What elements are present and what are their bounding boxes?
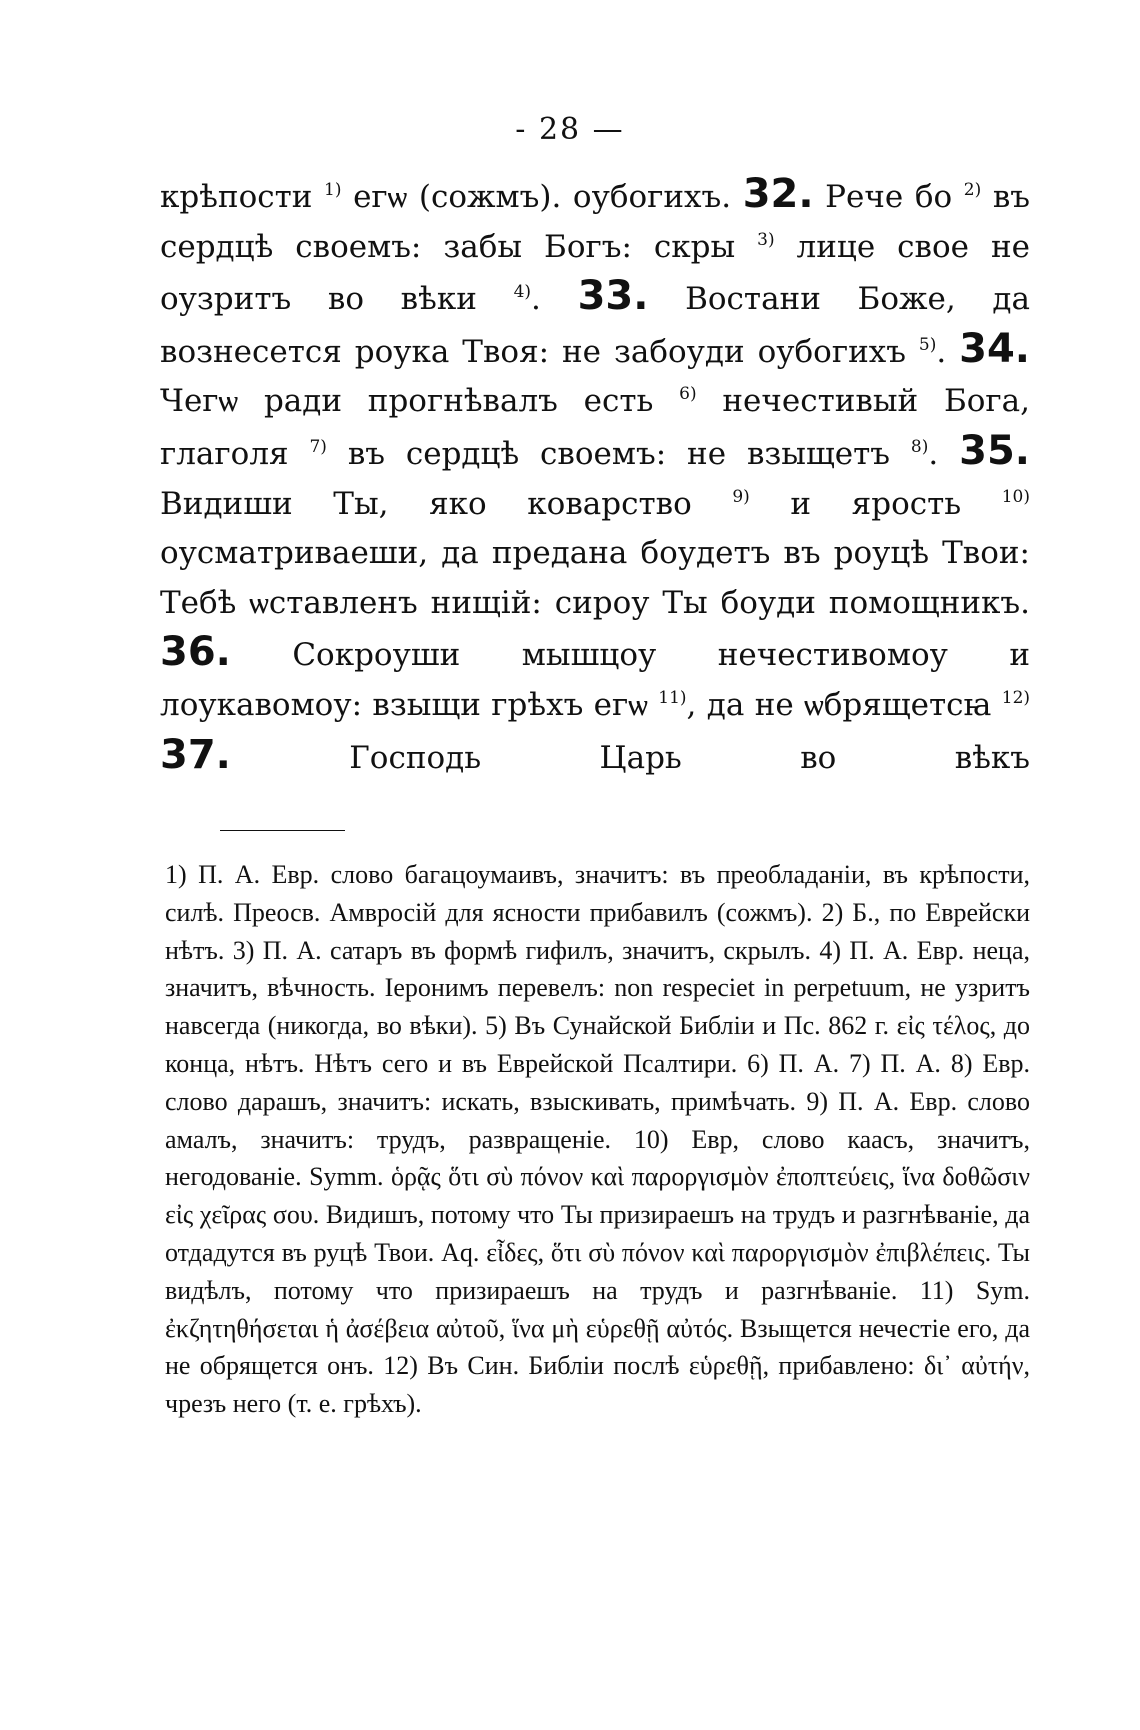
footnote: 11) Sym. ἐκζητηθήσεται ἡ ἀσέβεια αὐτοῦ, ἵνα μὴ εὑρεθῇ αὐτός. Взыщется нечестiе его, да не обрящется онъ.: [165, 1275, 1031, 1381]
footnote-ref: 9): [732, 486, 750, 507]
main-text-segment: лице свое не оузритъ во вѣки: [160, 228, 1030, 318]
main-text-segment: Рече бо: [813, 179, 964, 215]
footnote-ref: 4): [513, 282, 532, 303]
footnotes: [165, 856, 1030, 1423]
footnote-ref: 7): [309, 436, 327, 457]
footnote: 8) Евр. слово дарашъ, значитъ: искать, взыскивать, примѣчать.: [165, 1048, 1031, 1116]
footnote: 1) П. А. Евр. слово багацоумаивъ, значитъ: въ преобладанiи, въ крѣпости, силѣ. Преосв. Амвросiй для ясности прибавилъ (сожмъ).: [165, 860, 1030, 927]
footnote-ref: 1): [324, 180, 342, 200]
footnote: 10) Евр, слово каасъ, значитъ, негодованiе. Symm. ὁρᾷς ὅτι σὺ πόνον καὶ παροργισμὸν ἐποπτεύεις, ἵνα δοθῶσιν εἰς χεῖρας σου. Видишъ, потому что Ты призираешъ на трудъ и разгнѣванiе, да отдадутся въ руцѣ Твои. Aq. εἶδες, ὅτι σὺ πόνον καὶ παροργισμὸν ἐπιβλέπεις. Ты видѣлъ, потому что призираешъ на трудъ и разгнѣванiе.: [165, 1124, 1031, 1305]
main-text-segment: егѡ (сожмъ). оубогихъ.: [341, 179, 743, 215]
footnote: 6) П. А.: [747, 1048, 840, 1078]
footnote-ref: 2): [963, 180, 982, 200]
verse-number: 37.: [160, 731, 231, 778]
verse-number: 32.: [742, 171, 814, 217]
footnote: 7) П. А.: [848, 1048, 941, 1078]
footnote-ref: 10): [1001, 486, 1030, 507]
main-text-segment: Чегѡ ради прогнѣвалъ есть: [160, 383, 680, 420]
footnote-ref: 6): [679, 384, 697, 405]
main-text-segment: и ярость: [749, 485, 1002, 522]
main-text-segment: , да не ѡбрящетсꙗ: [686, 686, 1002, 723]
footnote: 3) П. А. сатаръ въ формѣ гифилъ, значитъ, скрылъ.: [232, 935, 811, 965]
main-text-segment: Господь Царь во вѣкъ: [230, 739, 1030, 776]
main-text-segment: оусматриваеши, да предана боудетъ въ роуцѣ Твои: Тебѣ ѡставленъ нищiй: сироу Ты боуди помощникъ.: [160, 535, 1030, 621]
footnote: 4) П. А. Евр. неца, значитъ, вѣчность. Iеронимъ перевелъ: non respeciet in perpetuum, не узритъ навсегда (никогда, во вѣки).: [165, 935, 1031, 1041]
footnote: 2) Б., по Еврейски нѣтъ.: [165, 897, 1031, 965]
page-number: - 28 —: [515, 112, 625, 147]
main-text-segment: Сокроуши мышцоу нечестивомоу и лоукавомоу: взыщи грѣхъ егѡ: [160, 637, 1030, 723]
main-text-segment: крѣпости: [160, 179, 325, 215]
verse-number: 34.: [959, 325, 1030, 372]
main-text-segment: Востани Боже, да вознесется роука Твоя: не забоуди оубогихъ: [160, 281, 1030, 370]
footnote-ref: 3): [757, 229, 775, 250]
verse-number: 36.: [160, 629, 231, 676]
footnote-rule: [220, 830, 345, 831]
main-text-segment: нечестивый Бога, глаголя: [160, 383, 1030, 472]
footnote: 5) Въ Сунайской Библiи и Пс. 862 г. εἰς τέλος, до конца, нѣтъ. Нѣтъ сего и въ Еврейской Псалтири.: [165, 1011, 1031, 1078]
footnote-ref: 11): [658, 687, 687, 708]
verse-number: 35.: [959, 427, 1030, 474]
main-text: [160, 170, 1030, 783]
footnote: 9) П. А. Евр. слово амалъ, значитъ: трудъ, развращенiе.: [165, 1086, 1030, 1154]
main-text-segment: въ сердцѣ своемъ: не взыщетъ: [326, 435, 911, 472]
main-text-segment: Видиши Ты, яко коварство: [160, 485, 733, 522]
verse-number: 33.: [577, 273, 649, 320]
footnote: 12) Въ Син. Библiи послѣ εὑρεθῇ, прибавлено: δι᾽ αὐτήν, чрезъ него (т. е. грѣхъ).: [165, 1351, 1030, 1419]
main-text-segment: .: [531, 281, 578, 318]
main-text-segment: въ сердцѣ своемъ: забы Богъ: скры: [160, 179, 1030, 265]
main-text-segment: .: [928, 435, 960, 472]
footnote-ref: 8): [910, 436, 929, 457]
footnote-ref: 5): [918, 334, 937, 355]
footnote-ref: 12): [1001, 687, 1031, 708]
main-text-segment: .: [936, 333, 960, 370]
